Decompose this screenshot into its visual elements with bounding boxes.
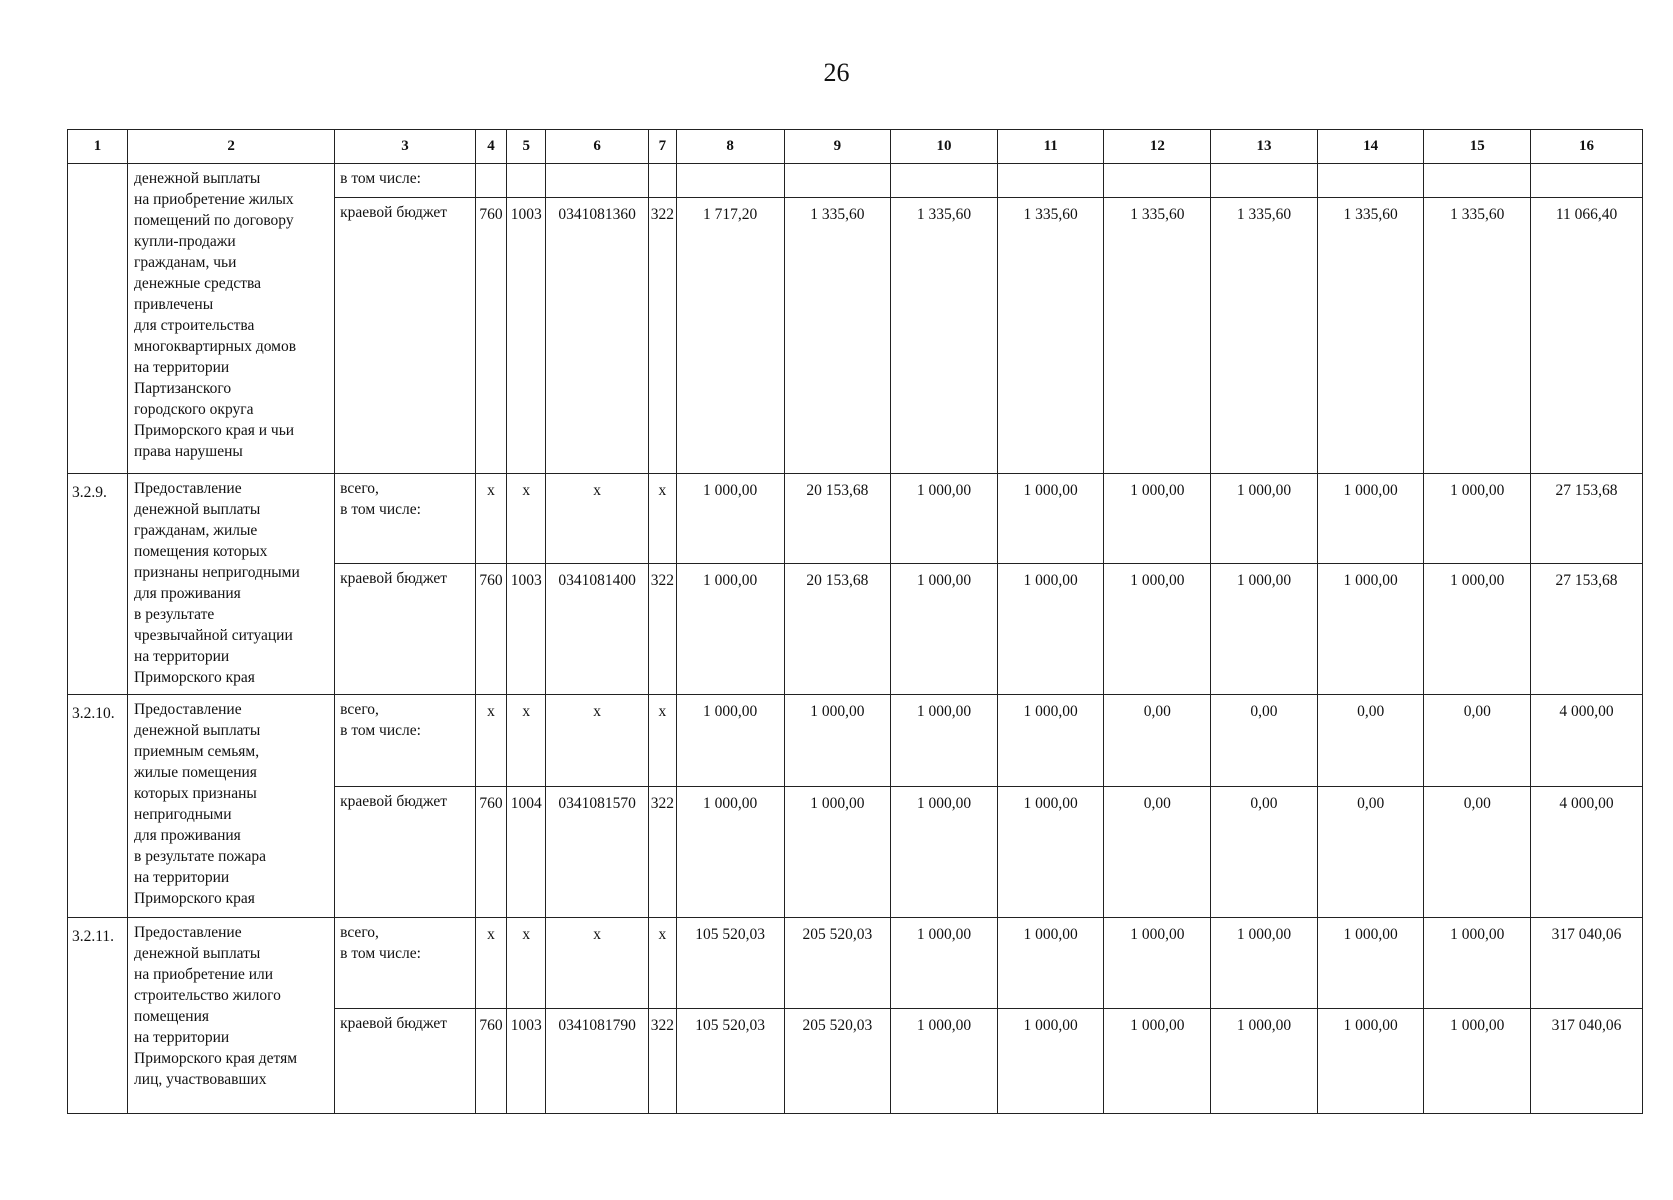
header-cell: 15 xyxy=(1424,130,1531,164)
code-cell: x xyxy=(546,474,649,564)
header-cell: 8 xyxy=(676,130,784,164)
value-cell xyxy=(1211,164,1318,198)
code-cell: 322 xyxy=(648,198,676,474)
code-cell: 0341081360 xyxy=(546,198,649,474)
value-cell: 1 000,00 xyxy=(676,474,784,564)
value-cell: 0,00 xyxy=(1317,695,1424,787)
code-cell: x xyxy=(507,918,546,1009)
value-cell: 1 000,00 xyxy=(1424,1009,1531,1114)
code-cell: 760 xyxy=(475,564,506,695)
row-number: 3.2.10. xyxy=(68,695,128,918)
value-cell: 1 000,00 xyxy=(784,695,891,787)
code-cell: 1003 xyxy=(507,564,546,695)
code-cell: x xyxy=(507,695,546,787)
header-cell: 13 xyxy=(1211,130,1318,164)
budget-table xyxy=(67,129,1643,1114)
row-number: 3.2.11. xyxy=(68,918,128,1114)
code-cell: x xyxy=(546,918,649,1009)
value-cell: 1 000,00 xyxy=(1104,564,1211,695)
value-cell: 1 000,00 xyxy=(997,695,1104,787)
header-cell: 1 xyxy=(68,130,128,164)
value-cell: 1 335,60 xyxy=(784,198,891,474)
funding-source: краевой бюджет xyxy=(335,198,476,474)
table-header xyxy=(68,130,1643,164)
funding-source: всего, в том числе: xyxy=(335,695,476,787)
code-cell: 322 xyxy=(648,1009,676,1114)
code-cell: 760 xyxy=(475,1009,506,1114)
value-cell: 27 153,68 xyxy=(1531,564,1643,695)
value-cell: 0,00 xyxy=(1317,787,1424,918)
code-cell: 760 xyxy=(475,198,506,474)
value-cell: 1 000,00 xyxy=(784,787,891,918)
value-cell: 1 000,00 xyxy=(1211,1009,1318,1114)
header-cell: 2 xyxy=(128,130,335,164)
row-number: 3.2.9. xyxy=(68,474,128,695)
value-cell: 4 000,00 xyxy=(1531,695,1643,787)
value-cell: 1 000,00 xyxy=(1104,918,1211,1009)
value-cell: 1 000,00 xyxy=(891,1009,998,1114)
value-cell: 1 717,20 xyxy=(676,198,784,474)
value-cell xyxy=(891,164,998,198)
value-cell xyxy=(784,164,891,198)
value-cell: 1 000,00 xyxy=(1211,474,1318,564)
code-cell xyxy=(546,164,649,198)
value-cell: 1 000,00 xyxy=(1424,474,1531,564)
value-cell: 1 000,00 xyxy=(1104,474,1211,564)
code-cell: x xyxy=(648,918,676,1009)
table-row xyxy=(68,474,1643,564)
value-cell: 1 000,00 xyxy=(1317,918,1424,1009)
header-row xyxy=(68,130,1643,164)
table-row xyxy=(68,918,1643,1009)
value-cell: 1 335,60 xyxy=(891,198,998,474)
table-body xyxy=(68,164,1643,1114)
code-cell: x xyxy=(546,695,649,787)
value-cell: 1 335,60 xyxy=(1317,198,1424,474)
header-cell: 11 xyxy=(997,130,1104,164)
value-cell: 317 040,06 xyxy=(1531,918,1643,1009)
value-cell: 1 000,00 xyxy=(997,474,1104,564)
funding-source: краевой бюджет xyxy=(335,1009,476,1114)
value-cell: 1 000,00 xyxy=(1104,1009,1211,1114)
value-cell: 0,00 xyxy=(1211,695,1318,787)
code-cell: x xyxy=(475,695,506,787)
value-cell: 1 000,00 xyxy=(997,787,1104,918)
value-cell: 1 000,00 xyxy=(997,918,1104,1009)
value-cell: 1 000,00 xyxy=(891,474,998,564)
value-cell: 1 000,00 xyxy=(1424,918,1531,1009)
measure-name: денежной выплаты на приобретение жилых помещений по договору купли-продажи гражданам, чьи денежные средства привлечены для строительства многоквартирных домов на территории Партизанского городского округа Приморского края и чьи права нарушены xyxy=(128,164,335,474)
value-cell: 1 000,00 xyxy=(676,564,784,695)
value-cell: 1 335,60 xyxy=(997,198,1104,474)
funding-source: в том числе: xyxy=(335,164,476,198)
value-cell: 1 000,00 xyxy=(1317,1009,1424,1114)
value-cell: 20 153,68 xyxy=(784,564,891,695)
code-cell: 1003 xyxy=(507,1009,546,1114)
value-cell: 317 040,06 xyxy=(1531,1009,1643,1114)
value-cell: 27 153,68 xyxy=(1531,474,1643,564)
value-cell: 20 153,68 xyxy=(784,474,891,564)
value-cell: 1 000,00 xyxy=(891,787,998,918)
value-cell: 0,00 xyxy=(1424,787,1531,918)
value-cell: 1 000,00 xyxy=(891,564,998,695)
value-cell: 205 520,03 xyxy=(784,1009,891,1114)
row-number xyxy=(68,164,128,474)
value-cell: 0,00 xyxy=(1104,695,1211,787)
value-cell: 1 000,00 xyxy=(997,1009,1104,1114)
value-cell: 1 000,00 xyxy=(676,787,784,918)
value-cell: 0,00 xyxy=(1211,787,1318,918)
value-cell: 105 520,03 xyxy=(676,1009,784,1114)
measure-name: Предоставление денежной выплаты гражданам, жилые помещения которых признаны непригодными для проживания в результате чрезвычайной ситуации на территории Приморского края xyxy=(128,474,335,695)
page-number: 26 xyxy=(823,58,850,87)
code-cell: x xyxy=(507,474,546,564)
value-cell: 1 000,00 xyxy=(1211,564,1318,695)
funding-source: краевой бюджет xyxy=(335,787,476,918)
measure-name: Предоставление денежной выплаты приемным семьям, жилые помещения которых признаны непригодными для проживания в результате пожара на территории Приморского края xyxy=(128,695,335,918)
value-cell xyxy=(676,164,784,198)
header-cell: 9 xyxy=(784,130,891,164)
value-cell: 1 000,00 xyxy=(1424,564,1531,695)
header-cell: 4 xyxy=(475,130,506,164)
header-cell: 14 xyxy=(1317,130,1424,164)
value-cell xyxy=(1104,164,1211,198)
value-cell: 1 000,00 xyxy=(1317,564,1424,695)
value-cell xyxy=(1424,164,1531,198)
header-cell: 6 xyxy=(546,130,649,164)
header-cell: 10 xyxy=(891,130,998,164)
value-cell: 1 335,60 xyxy=(1424,198,1531,474)
value-cell: 1 335,60 xyxy=(1211,198,1318,474)
funding-source: всего, в том числе: xyxy=(335,918,476,1009)
measure-name: Предоставление денежной выплаты на приобретение или строительство жилого помещения на территории Приморского края детям лиц, участвовавших xyxy=(128,918,335,1114)
value-cell: 1 000,00 xyxy=(891,695,998,787)
code-cell: x xyxy=(648,695,676,787)
value-cell: 105 520,03 xyxy=(676,918,784,1009)
code-cell: x xyxy=(648,474,676,564)
funding-source: всего, в том числе: xyxy=(335,474,476,564)
header-cell: 5 xyxy=(507,130,546,164)
value-cell: 1 000,00 xyxy=(1317,474,1424,564)
value-cell xyxy=(997,164,1104,198)
value-cell: 1 000,00 xyxy=(676,695,784,787)
value-cell: 1 335,60 xyxy=(1104,198,1211,474)
code-cell: 322 xyxy=(648,787,676,918)
value-cell: 205 520,03 xyxy=(784,918,891,1009)
code-cell xyxy=(648,164,676,198)
code-cell: 1003 xyxy=(507,198,546,474)
code-cell: 760 xyxy=(475,787,506,918)
header-cell: 12 xyxy=(1104,130,1211,164)
funding-source: краевой бюджет xyxy=(335,564,476,695)
value-cell: 0,00 xyxy=(1104,787,1211,918)
code-cell: x xyxy=(475,918,506,1009)
code-cell: 0341081570 xyxy=(546,787,649,918)
value-cell: 1 000,00 xyxy=(1211,918,1318,1009)
code-cell: 322 xyxy=(648,564,676,695)
code-cell: 0341081790 xyxy=(546,1009,649,1114)
header-cell: 3 xyxy=(335,130,476,164)
value-cell: 0,00 xyxy=(1424,695,1531,787)
code-cell xyxy=(507,164,546,198)
value-cell: 4 000,00 xyxy=(1531,787,1643,918)
value-cell xyxy=(1317,164,1424,198)
code-cell: 1004 xyxy=(507,787,546,918)
value-cell: 11 066,40 xyxy=(1531,198,1643,474)
header-cell: 16 xyxy=(1531,130,1643,164)
table-row xyxy=(68,164,1643,198)
code-cell xyxy=(475,164,506,198)
table-row xyxy=(68,695,1643,787)
value-cell: 1 000,00 xyxy=(891,918,998,1009)
code-cell: 0341081400 xyxy=(546,564,649,695)
header-cell: 7 xyxy=(648,130,676,164)
code-cell: x xyxy=(475,474,506,564)
value-cell: 1 000,00 xyxy=(997,564,1104,695)
value-cell xyxy=(1531,164,1643,198)
